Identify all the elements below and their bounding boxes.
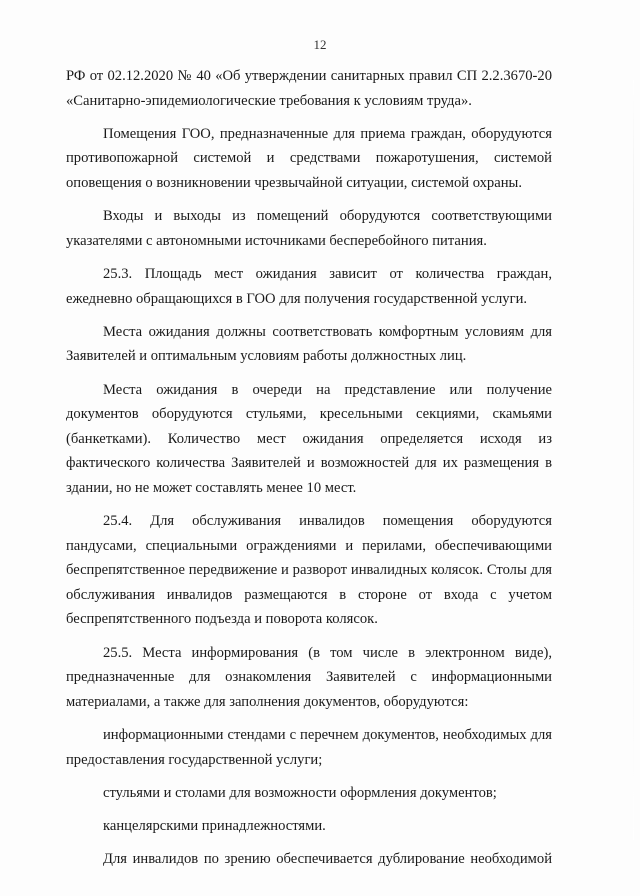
paragraph-waiting-seating: Места ожидания в очереди на представление или получение документов оборудуются стульями, кресельными секциями, скамьями (банкетками). Количество мест ожидания определяется исходя из фактического количества Заявителей и возможностей для их размещения в здании, но не может составлять менее 10 мест. [66, 381, 552, 496]
paragraph-premises-fire-safety: Помещения ГОО, предназначенные для приема граждан, оборудуются противопожарной системой и средствами пожаротушения, системой оповещения о возникновении чрезвычайной ситуации, системой охраны. [66, 125, 552, 191]
paragraph-25-3-waiting-area: 25.3. Площадь мест ожидания зависит от количества граждан, ежедневно обращающихся в ГОО для получения государственной услуги. [66, 265, 552, 307]
paragraph-25-5-information-places: 25.5. Места информирования (в том числе в электронном виде), предназначенные для ознакомления Заявителей с информационными материалами, а также для заполнения документов, оборудуются: [66, 644, 552, 710]
paragraph-25-4-disabled-access: 25.4. Для обслуживания инвалидов помещения оборудуются пандусами, специальными ограждениями и перилами, обеспечивающими беспрепятственное передвижение и разворот инвалидных колясок. Столы для обслуживания инвалидов размещаются в стороне от входа с учетом беспрепятственного подъезда и поворота колясок. [66, 513, 552, 628]
list-item-chairs-tables: стульями и столами для возможности оформления документов; [103, 784, 497, 801]
paragraph-waiting-comfort: Места ожидания должны соответствовать комфортным условиям для Заявителей и оптимальным условиям работы должностных лиц. [66, 323, 552, 365]
list-item-stationery: канцелярскими принадлежностями. [103, 817, 326, 834]
paragraph-sanitary-rules-reference: РФ от 02.12.2020 № 40 «Об утверждении санитарных правил СП 2.2.3670-20 «Санитарно-эпидемиологические требования к условиям труда». [66, 68, 552, 109]
document-body [66, 64, 552, 880]
list-item-information-stands: информационными стендами с перечнем документов, необходимых для предоставления государственной услуги; [66, 727, 552, 768]
paragraph-visually-impaired: Для инвалидов по зрению обеспечивается дублирование необходимой [103, 851, 552, 868]
paragraph-entrances-exits: Входы и выходы из помещений оборудуются соответствующими указателями с автономными источниками бесперебойного питания. [66, 208, 552, 249]
scan-edge-shadow [633, 80, 634, 840]
page-number: 12 [313, 37, 327, 52]
